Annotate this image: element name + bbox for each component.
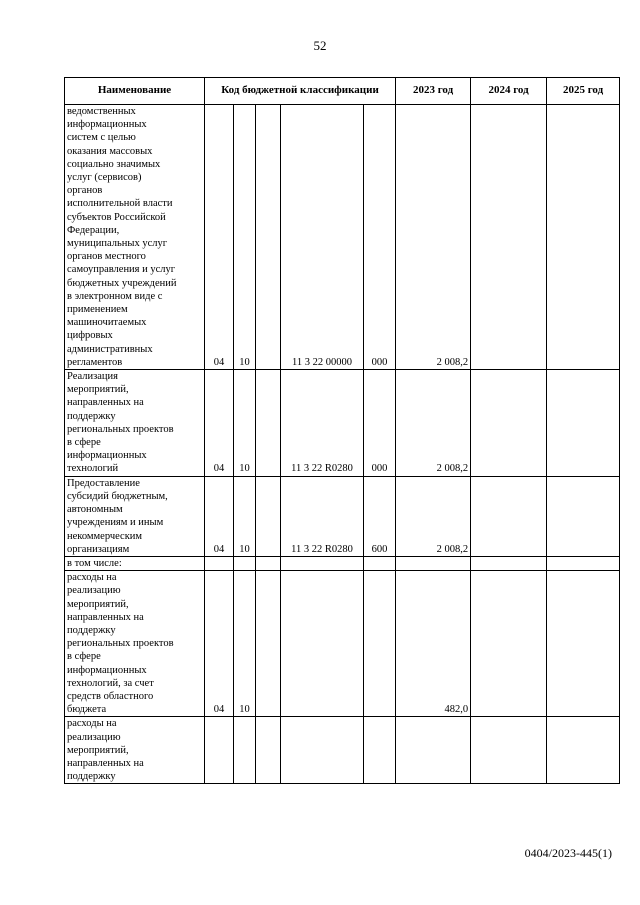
table-row (65, 556, 620, 570)
code-subsection: 10 (234, 476, 256, 556)
table-row (65, 571, 620, 717)
value-2024 (471, 717, 547, 784)
page-number: 52 (313, 38, 327, 53)
code-blank (256, 370, 281, 477)
code-target-article (281, 717, 364, 784)
code-expense-type: 000 (364, 105, 396, 370)
value-2024 (471, 105, 547, 370)
value-2024 (471, 370, 547, 477)
value-2025 (547, 370, 620, 477)
row-name: расходы на реализацию мероприятий, направленных на поддержку (65, 717, 205, 784)
value-2023: 482,0 (396, 571, 471, 717)
header-row (65, 78, 620, 105)
row-name: Реализация мероприятий, направленных на поддержку региональных проектов в сфере информационных технологий (65, 370, 205, 477)
code-section: 04 (205, 105, 234, 370)
code-subsection: 10 (234, 370, 256, 477)
row-name: ведомственных информационных систем с целью оказания массовых социально значимых услуг (сервисов) органов исполнительной власти субъектов Российской Федерации, муниципальных услуг органов местного самоуправления и услуг бюджетных учреждений в электронном виде с применением машиночитаемых цифровых административных регламентов (65, 105, 205, 370)
code-target-article: 11 3 22 00000 (281, 105, 364, 370)
header-budget-code: Код бюджетной классификации (205, 78, 396, 105)
table-row (65, 717, 620, 784)
code-expense-type (364, 571, 396, 717)
value-2023: 2 008,2 (396, 370, 471, 477)
code-blank (256, 571, 281, 717)
code-subsection: 10 (234, 105, 256, 370)
value-2025 (547, 717, 620, 784)
code-subsection (234, 717, 256, 784)
code-target-article (281, 556, 364, 570)
table-row (65, 105, 620, 370)
value-2025 (547, 556, 620, 570)
code-section (205, 717, 234, 784)
code-blank (256, 476, 281, 556)
code-expense-type (364, 556, 396, 570)
code-target-article: 11 3 22 R0280 (281, 370, 364, 477)
code-blank (256, 105, 281, 370)
document-code: 0404/2023-445(1) (524, 846, 612, 860)
value-2025 (547, 105, 620, 370)
header-2025: 2025 год (547, 78, 620, 105)
header-name: Наименование (65, 78, 205, 105)
code-expense-type: 000 (364, 370, 396, 477)
value-2023 (396, 717, 471, 784)
value-2024 (471, 556, 547, 570)
code-blank (256, 717, 281, 784)
code-section (205, 556, 234, 570)
header-2024: 2024 год (471, 78, 547, 105)
table-row (65, 370, 620, 477)
code-subsection: 10 (234, 571, 256, 717)
row-name: Предоставление субсидий бюджетным, автономным учреждениям и иным некоммерческим организациям (65, 476, 205, 556)
value-2023 (396, 556, 471, 570)
code-expense-type (364, 717, 396, 784)
code-subsection (234, 556, 256, 570)
value-2024 (471, 571, 547, 717)
budget-table (64, 77, 620, 784)
row-name: расходы на реализацию мероприятий, направленных на поддержку региональных проектов в сфере информационных технологий, за счет средств областного бюджета (65, 571, 205, 717)
header-2023: 2023 год (396, 78, 471, 105)
code-target-article: 11 3 22 R0280 (281, 476, 364, 556)
row-name: в том числе: (65, 556, 205, 570)
code-section: 04 (205, 476, 234, 556)
value-2023: 2 008,2 (396, 105, 471, 370)
value-2023: 2 008,2 (396, 476, 471, 556)
value-2025 (547, 571, 620, 717)
value-2024 (471, 476, 547, 556)
code-blank (256, 556, 281, 570)
code-section: 04 (205, 571, 234, 717)
code-expense-type: 600 (364, 476, 396, 556)
code-target-article (281, 571, 364, 717)
table-row (65, 476, 620, 556)
code-section: 04 (205, 370, 234, 477)
value-2025 (547, 476, 620, 556)
